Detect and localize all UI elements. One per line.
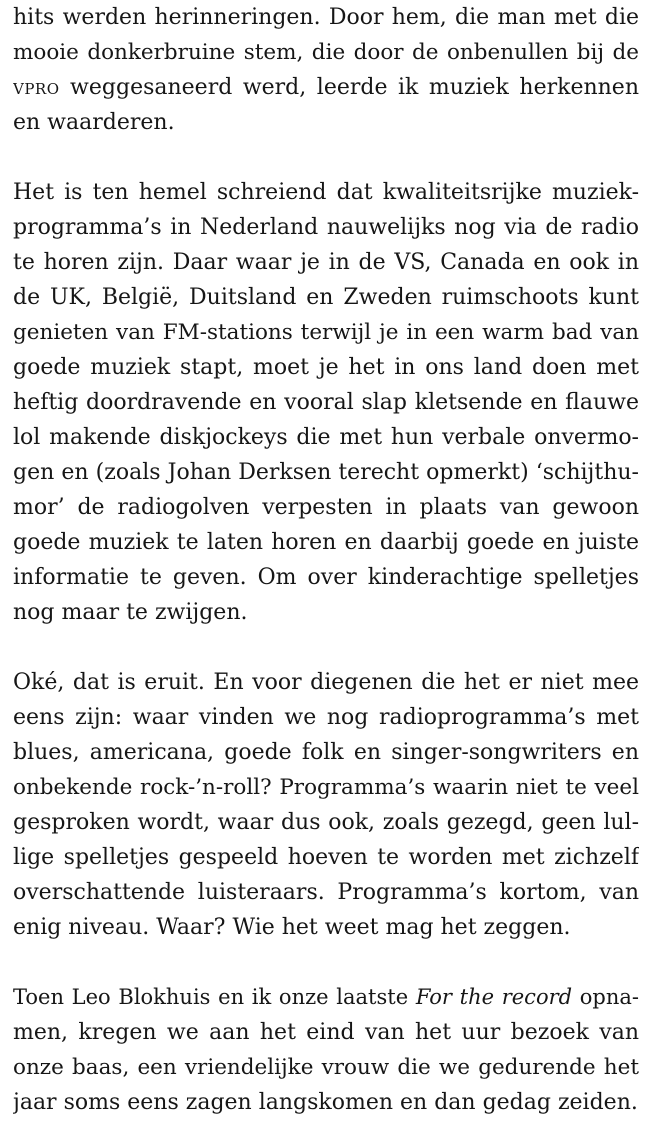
text-line (13, 910, 639, 945)
text-segment: te horen zijn. Daar waar je in de VS, Canada en ook in (13, 250, 639, 275)
text-line (13, 595, 639, 630)
paragraph-gap (13, 630, 639, 665)
text-line (13, 875, 639, 910)
text-line (13, 385, 639, 420)
paragraph (13, 980, 639, 1120)
text-segment: onbekende rock-’n-roll? Programma’s waarin niet te veel (13, 775, 639, 800)
document-page (13, 0, 639, 1120)
text-segment: men, kregen we aan het eind van het uur bezoek van (13, 1020, 639, 1045)
text-segment: de UK, België, Duitsland en Zweden ruimschoots kunt (13, 285, 639, 310)
text-line (13, 700, 639, 735)
italic-title: For the record (415, 985, 573, 1009)
text-line (13, 1050, 639, 1085)
text-line (13, 840, 639, 875)
text-segment: weggesaneerd werd, leerde ik muziek herkennen (59, 75, 639, 100)
text-segment: heftig doordravende en vooral slap kletsende en flauwe (13, 390, 639, 415)
text-segment: informatie te geven. Om over kinderachtige spelletjes (13, 565, 639, 590)
small-caps-text: vpro (13, 75, 60, 100)
text-segment: lol makende diskjockeys die met hun verbale onvermo- (13, 425, 639, 450)
paragraph (13, 175, 639, 630)
text-segment: enig niveau. Waar? Wie het weet mag het zeggen. (13, 915, 571, 940)
text-line (13, 665, 639, 700)
text-segment: opna- (572, 985, 639, 1009)
text-line (13, 350, 639, 385)
text-line (13, 735, 639, 770)
text-segment: lige spelletjes gespeeld hoeven te worden met zichzelf (13, 845, 639, 870)
paragraph-gap (13, 945, 639, 980)
text-line (13, 315, 639, 350)
text-segment: nog maar te zwijgen. (13, 600, 248, 625)
text-segment: goede muziek stapt, moet je het in ons land doen met (13, 355, 639, 380)
text-line (13, 980, 639, 1015)
text-line (13, 0, 639, 35)
text-segment: hits werden herinneringen. Door hem, die man met die (13, 5, 639, 30)
text-segment: gesproken wordt, waar dus ook, zoals gezegd, geen lul- (13, 810, 639, 835)
text-segment: mor’ de radiogolven verpesten in plaats van gewoon (13, 495, 639, 520)
text-line (13, 175, 639, 210)
text-line (13, 245, 639, 280)
paragraph (13, 0, 639, 140)
text-segment: Toen Leo Blokhuis en ik onze laatste (13, 985, 416, 1009)
text-line (13, 1085, 639, 1120)
text-line (13, 35, 639, 70)
text-line (13, 210, 639, 245)
text-segment: en waarderen. (13, 110, 175, 135)
text-segment: Oké, dat is eruit. En voor diegenen die het er niet mee (13, 670, 639, 695)
text-line (13, 455, 639, 490)
text-segment: goede muziek te laten horen en daarbij goede en juiste (13, 530, 639, 555)
text-segment: genieten van FM-stations terwijl je in een warm bad van (13, 320, 639, 345)
paragraph-gap (13, 140, 639, 175)
text-line (13, 70, 639, 105)
text-segment: gen en (zoals Johan Derksen terecht opmerkt) ‘schijthu- (13, 460, 639, 485)
text-line (13, 525, 639, 560)
text-line (13, 105, 639, 140)
text-segment: blues, americana, goede folk en singer-songwriters en (13, 740, 639, 765)
text-segment: programma’s in Nederland nauwelijks nog via de radio (13, 215, 639, 240)
text-segment: eens zijn: waar vinden we nog radioprogramma’s met (13, 705, 639, 730)
text-line (13, 805, 639, 840)
text-line (13, 560, 639, 595)
text-segment: overschattende luisteraars. Programma’s kortom, van (13, 880, 639, 905)
text-segment: mooie donkerbruine stem, die door de onbenullen bij de (13, 40, 639, 65)
text-line (13, 770, 639, 805)
text-segment: onze baas, een vriendelijke vrouw die we gedurende het (13, 1055, 639, 1080)
text-segment: Het is ten hemel schreiend dat kwaliteitsrijke muziek- (13, 180, 639, 205)
text-line (13, 280, 639, 315)
text-line (13, 420, 639, 455)
paragraph (13, 665, 639, 945)
text-segment: jaar soms eens zagen langskomen en dan gedag zeiden. (13, 1090, 638, 1115)
text-line (13, 1015, 639, 1050)
text-line (13, 490, 639, 525)
